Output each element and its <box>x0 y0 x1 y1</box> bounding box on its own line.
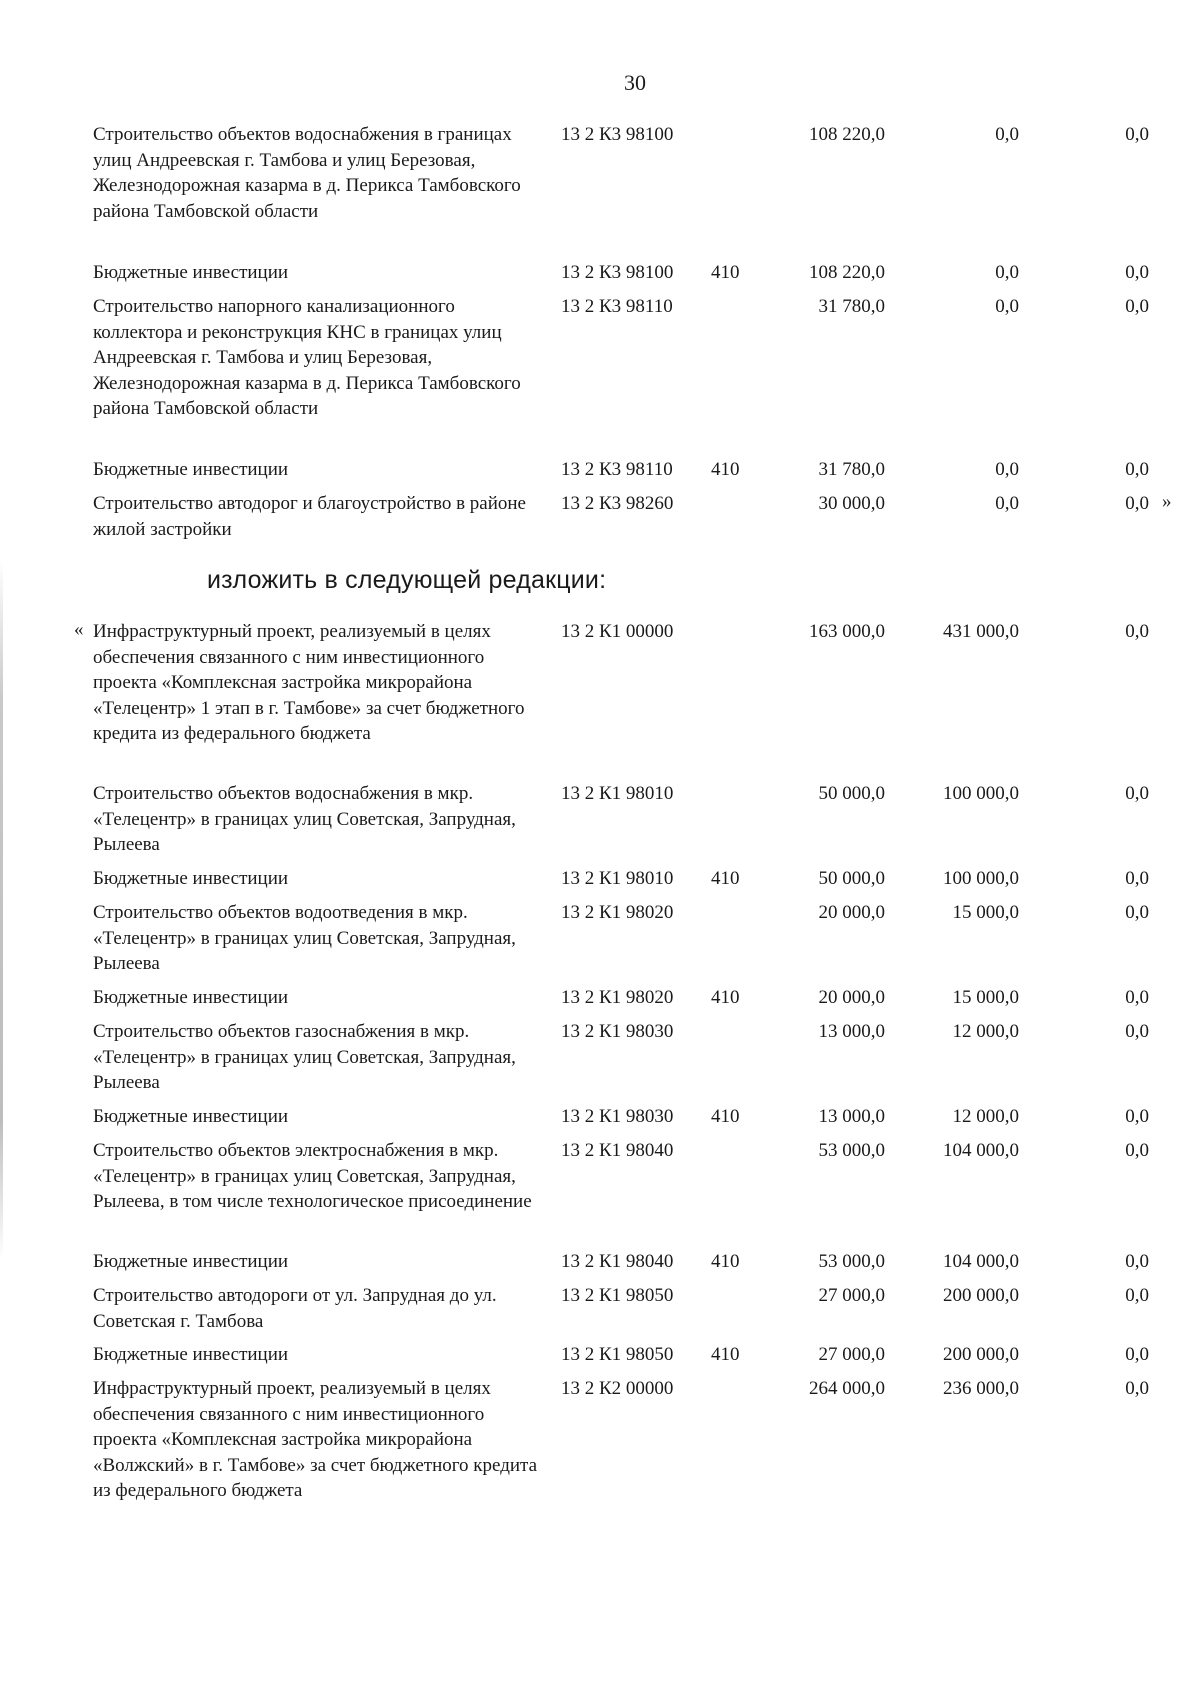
row-value-2: 431 000,0 <box>943 621 1019 642</box>
row-value-1: 13 000,0 <box>818 1021 885 1042</box>
scan-edge-shadow <box>0 560 3 1260</box>
row-name: Инфраструктурный проект, реализуемый в целях обеспечения связанного с ним инвестиционного проекта «Комплексная застройка микрорайона «Телецентр» 1 этап в г. Тамбове» за счет бюджетного кредита из федерального бюджета <box>93 621 525 744</box>
row-code: 13 2 К1 00000 <box>561 621 674 642</box>
row-name: Строительство автодорог и благоустройство в районе жилой застройки <box>93 493 526 540</box>
row-value-3: 0,0 <box>1125 987 1149 1008</box>
row-code: 13 2 К3 98100 <box>561 262 674 283</box>
row-value-1: 163 000,0 <box>809 621 885 642</box>
row-value-3: 0,0 <box>1125 1106 1149 1127</box>
row-kind: 410 <box>711 987 740 1008</box>
row-value-3: 0,0 <box>1125 902 1149 923</box>
row-value-2: 12 000,0 <box>952 1021 1019 1042</box>
row-code: 13 2 К3 98100 <box>561 124 674 145</box>
row-name: Строительство объектов водоснабжения в границах улиц Андреевская г. Тамбова и улиц Березовая, Железнодорожная казарма в д. Перикса Тамбовского района Тамбовской области <box>93 124 521 222</box>
row-value-2: 0,0 <box>995 296 1019 317</box>
row-value-1: 20 000,0 <box>818 902 885 923</box>
row-value-1: 53 000,0 <box>818 1140 885 1161</box>
row-value-1: 27 000,0 <box>818 1344 885 1365</box>
amendment-heading: изложить в следующей редакции: <box>207 566 607 594</box>
row-value-1: 264 000,0 <box>809 1378 885 1399</box>
row-name: Бюджетные инвестиции <box>93 1251 289 1272</box>
row-value-1: 30 000,0 <box>818 493 885 514</box>
row-value-3: 0,0 <box>1125 621 1149 642</box>
row-value-3: 0,0 <box>1125 1251 1149 1272</box>
row-code: 13 2 К3 98110 <box>561 296 673 317</box>
row-value-3: 0,0 <box>1125 1021 1149 1042</box>
row-code: 13 2 К3 98110 <box>561 459 673 480</box>
page-number: 30 <box>624 70 646 95</box>
row-name: Строительство автодороги от ул. Запрудная до ул. Советская г. Тамбова <box>93 1285 497 1332</box>
row-value-2: 100 000,0 <box>943 783 1019 804</box>
row-value-3: 0,0 <box>1125 1344 1149 1365</box>
opening-quote: « <box>74 619 84 640</box>
row-code: 13 2 К1 98040 <box>561 1140 674 1161</box>
row-value-2: 104 000,0 <box>943 1251 1019 1272</box>
row-name: Бюджетные инвестиции <box>93 1344 289 1365</box>
row-value-1: 20 000,0 <box>818 987 885 1008</box>
row-value-1: 108 220,0 <box>809 124 885 145</box>
row-value-3: 0,0 <box>1125 262 1149 283</box>
row-value-2: 200 000,0 <box>943 1344 1019 1365</box>
row-name: Строительство объектов водоотведения в мкр. «Телецентр» в границах улиц Советская, Запрудная, Рылеева <box>93 902 516 974</box>
row-kind: 410 <box>711 1251 740 1272</box>
row-value-2: 12 000,0 <box>952 1106 1019 1127</box>
row-value-2: 236 000,0 <box>943 1378 1019 1399</box>
row-code: 13 2 К1 98020 <box>561 902 674 923</box>
row-value-3: 0,0 <box>1125 296 1149 317</box>
row-code: 13 2 К1 98020 <box>561 987 674 1008</box>
row-kind: 410 <box>711 868 740 889</box>
row-code: 13 2 К1 98040 <box>561 1251 674 1272</box>
row-name: Бюджетные инвестиции <box>93 1106 289 1127</box>
row-value-2: 0,0 <box>995 124 1019 145</box>
row-value-1: 108 220,0 <box>809 262 885 283</box>
row-code: 13 2 К1 98010 <box>561 783 674 804</box>
row-value-2: 15 000,0 <box>952 902 1019 923</box>
row-code: 13 2 К1 98050 <box>561 1285 674 1306</box>
row-kind: 410 <box>711 1344 740 1365</box>
row-value-3: 0,0 <box>1125 1285 1149 1306</box>
row-name: Строительство объектов электроснабжения в мкр. «Телецентр» в границах улиц Советская, Запрудная, Рылеева, в том числе технологическое присоединение <box>93 1140 532 1212</box>
row-value-3: 0,0 <box>1125 459 1149 480</box>
row-value-1: 53 000,0 <box>818 1251 885 1272</box>
row-value-3: 0,0 <box>1125 1378 1149 1399</box>
row-name: Бюджетные инвестиции <box>93 868 289 889</box>
row-kind: 410 <box>711 459 740 480</box>
row-value-3: 0,0 <box>1125 493 1149 514</box>
row-value-1: 31 780,0 <box>818 459 885 480</box>
row-name: Бюджетные инвестиции <box>93 987 289 1008</box>
row-value-2: 104 000,0 <box>943 1140 1019 1161</box>
row-value-2: 0,0 <box>995 459 1019 480</box>
row-code: 13 2 К2 00000 <box>561 1378 674 1399</box>
row-code: 13 2 К1 98010 <box>561 868 674 889</box>
row-code: 13 2 К3 98260 <box>561 493 674 514</box>
row-name: Бюджетные инвестиции <box>93 459 289 480</box>
row-value-3: 0,0 <box>1125 124 1149 145</box>
row-value-2: 200 000,0 <box>943 1285 1019 1306</box>
row-name: Инфраструктурный проект, реализуемый в целях обеспечения связанного с ним инвестиционного проекта «Комплексная застройка микрорайона «Волжский» в г. Тамбове» за счет бюджетного кредита из федерального бюджета <box>93 1378 538 1501</box>
row-code: 13 2 К1 98050 <box>561 1344 674 1365</box>
row-value-2: 100 000,0 <box>943 868 1019 889</box>
row-value-1: 31 780,0 <box>818 296 885 317</box>
row-name: Строительство напорного канализационного коллектора и реконструкция КНС в границах улиц Андреевская г. Тамбова и улиц Березовая, Железнодорожная казарма в д. Перикса Тамбовского района Тамбовской области <box>93 296 521 419</box>
row-name: Бюджетные инвестиции <box>93 262 289 283</box>
closing-quote: » <box>1162 491 1172 512</box>
row-value-1: 13 000,0 <box>818 1106 885 1127</box>
row-code: 13 2 К1 98030 <box>561 1021 674 1042</box>
row-value-1: 50 000,0 <box>818 868 885 889</box>
row-value-3: 0,0 <box>1125 1140 1149 1161</box>
row-name: Строительство объектов газоснабжения в мкр. «Телецентр» в границах улиц Советская, Запрудная, Рылеева <box>93 1021 516 1093</box>
row-value-2: 15 000,0 <box>952 987 1019 1008</box>
row-value-3: 0,0 <box>1125 783 1149 804</box>
row-value-2: 0,0 <box>995 493 1019 514</box>
row-value-2: 0,0 <box>995 262 1019 283</box>
row-name: Строительство объектов водоснабжения в мкр. «Телецентр» в границах улиц Советская, Запрудная, Рылеева <box>93 783 516 855</box>
row-value-1: 27 000,0 <box>818 1285 885 1306</box>
row-code: 13 2 К1 98030 <box>561 1106 674 1127</box>
row-kind: 410 <box>711 262 740 283</box>
row-value-3: 0,0 <box>1125 868 1149 889</box>
row-kind: 410 <box>711 1106 740 1127</box>
row-value-1: 50 000,0 <box>818 783 885 804</box>
